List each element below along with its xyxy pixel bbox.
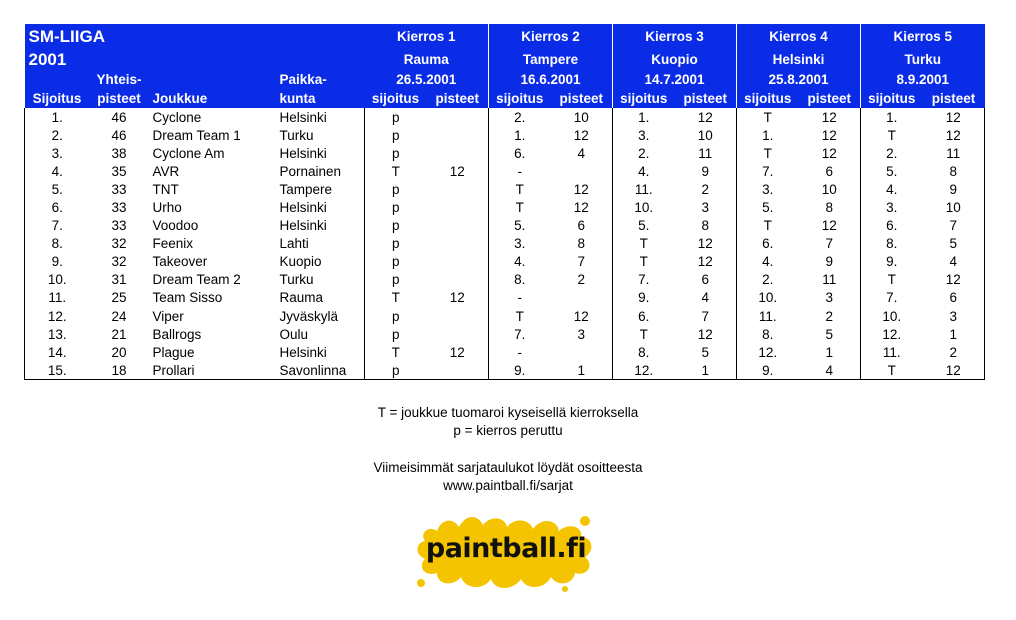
round-1-points-cell (427, 253, 489, 271)
round-1-rank-header: sijoitus (365, 90, 427, 108)
round-3-place: Kuopio (613, 50, 737, 70)
round-2-rank-cell: 8. (514, 272, 526, 288)
city-cell: Pornainen (276, 162, 365, 180)
round-1-rank-cell: p (391, 272, 400, 288)
table-row (25, 253, 985, 271)
total-points-cell: 33 (111, 218, 127, 234)
round-5-name: Kierros 5 (861, 24, 985, 50)
city-cell: Helsinki (276, 108, 365, 126)
round-3-rank-cell: 2. (638, 145, 650, 161)
round-3-rank-cell: T (639, 254, 648, 270)
total-points-cell: 21 (111, 326, 127, 342)
round-4-rank-cell: 1. (762, 127, 774, 143)
round-3-points-cell: 12 (675, 235, 737, 253)
team-header: Joukkue (149, 90, 276, 108)
round-5-rank-header: sijoitus (861, 90, 923, 108)
round-1-rank-cell: p (365, 361, 427, 380)
round-4-rank-cell: T (763, 218, 772, 234)
round-4-points-cell: 10 (799, 180, 861, 198)
total-header-bottom: pisteet (90, 90, 149, 108)
round-3-rank-cell: 5. (638, 218, 650, 234)
round-1-points-cell (427, 108, 489, 126)
round-4-points-cell: 4 (799, 361, 861, 380)
round-4-points-cell: 3 (799, 289, 861, 307)
round-1-rank-cell: p (391, 109, 400, 125)
rank-cell: 5. (25, 180, 90, 198)
round-1-points-cell (427, 271, 489, 289)
round-2-points-cell: 12 (551, 307, 613, 325)
table-row (25, 217, 985, 235)
round-5-rank-cell: 2. (886, 145, 898, 161)
table-row (25, 144, 985, 162)
round-5-points-cell: 7 (923, 217, 985, 235)
team-cell: Team Sisso (152, 290, 223, 306)
total-points-cell: 32 (111, 236, 127, 252)
round-2-points-header: pisteet (551, 90, 613, 108)
round-1-name: Kierros 1 (365, 24, 489, 50)
city-cell: Helsinki (276, 343, 365, 361)
total-points-cell: 33 (111, 181, 127, 197)
round-4-points-cell: 5 (799, 325, 861, 343)
round-2-points-cell: 1 (551, 361, 613, 380)
round-2-rank-cell: T (515, 308, 524, 324)
rank-cell: 12. (25, 307, 90, 325)
round-4-rank-cell: 8. (762, 326, 774, 342)
round-2-points-cell: 12 (551, 180, 613, 198)
round-3-rank-cell: 3. (638, 127, 650, 143)
round-5-points-cell: 12 (923, 271, 985, 289)
table-row (25, 343, 985, 361)
city-cell: Turku (276, 126, 365, 144)
standings-table (24, 24, 985, 380)
round-1-points-cell (427, 198, 489, 216)
round-3-date: 14.7.2001 (613, 70, 737, 90)
round-4-rank-cell: 10. (758, 290, 778, 306)
round-5-points-cell: 4 (923, 253, 985, 271)
round-1-rank-cell: T (391, 290, 400, 306)
round-5-rank-cell: T (861, 361, 923, 380)
round-2-points-cell: 2 (551, 271, 613, 289)
round-5-rank-cell: 5. (886, 163, 898, 179)
total-points-cell: 25 (111, 290, 127, 306)
round-3-points-cell: 4 (675, 289, 737, 307)
round-2-rank-cell: 7. (514, 326, 526, 342)
round-5-points-cell: 9 (923, 180, 985, 198)
table-row (25, 271, 985, 289)
round-5-points-cell: 2 (923, 343, 985, 361)
round-3-points-cell: 8 (675, 217, 737, 235)
table-row (25, 361, 985, 380)
round-5-rank-cell: 12. (882, 326, 902, 342)
legend-cancelled: p = kierros peruttu (453, 423, 563, 438)
round-5-points-cell: 12 (923, 361, 985, 380)
round-4-rank-cell: 12. (758, 344, 778, 360)
total-points-cell: 46 (111, 109, 127, 125)
round-2-rank-header: sijoitus (489, 90, 551, 108)
round-4-points-cell: 12 (799, 144, 861, 162)
city-cell: Helsinki (276, 198, 365, 216)
round-3-points-cell: 12 (675, 108, 737, 126)
round-1-rank-cell: p (391, 218, 400, 234)
round-1-points-cell (427, 126, 489, 144)
round-3-rank-cell: 10. (634, 200, 654, 216)
total-points-cell: 33 (111, 200, 127, 216)
round-2-rank-cell: - (517, 163, 522, 179)
round-3-rank-cell: T (639, 236, 648, 252)
round-5-points-cell: 12 (923, 108, 985, 126)
round-2-place: Tampere (489, 50, 613, 70)
round-1-points-cell: 12 (427, 343, 489, 361)
round-3-points-cell: 11 (675, 144, 737, 162)
round-2-points-cell: 8 (551, 235, 613, 253)
legend-url: www.paintball.fi/sarjat (443, 478, 573, 493)
round-5-rank-cell: 3. (886, 200, 898, 216)
city-cell: Tampere (276, 180, 365, 198)
table-body (25, 108, 985, 380)
table-row (25, 198, 985, 216)
round-4-points-cell: 6 (799, 162, 861, 180)
logo-text: paintball.fi (425, 533, 587, 564)
round-3-points-cell: 6 (675, 271, 737, 289)
table-row (25, 162, 985, 180)
round-5-rank-cell: 1. (886, 109, 898, 125)
round-3-points-cell: 7 (675, 307, 737, 325)
round-3-rank-cell: 11. (634, 181, 653, 197)
round-5-points-header: pisteet (923, 90, 985, 108)
round-1-rank-cell: p (391, 127, 400, 143)
rank-cell: 7. (25, 217, 90, 235)
league-year: 2001 (25, 50, 365, 70)
rank-cell: 14. (25, 343, 90, 361)
round-2-rank-cell: 5. (514, 218, 526, 234)
round-5-rank-cell: 8. (886, 236, 898, 252)
team-cell: Cyclone Am (152, 145, 225, 161)
round-3-points-header: pisteet (675, 90, 737, 108)
city-cell: Helsinki (276, 217, 365, 235)
city-cell: Turku (276, 271, 365, 289)
round-2-points-cell: 4 (551, 144, 613, 162)
round-3-points-cell: 9 (675, 162, 737, 180)
round-5-rank-cell: 4. (886, 181, 898, 197)
round-1-points-cell: 12 (427, 289, 489, 307)
round-4-rank-cell: 11. (758, 308, 777, 324)
team-cell: Plague (152, 344, 195, 360)
round-1-points-cell (427, 235, 489, 253)
paintball-logo (415, 511, 597, 593)
table-row (25, 325, 985, 343)
city-cell: Savonlinna (276, 361, 365, 380)
round-1-rank-cell: p (391, 326, 400, 342)
total-points-cell: 46 (111, 127, 127, 143)
team-cell: Urho (152, 200, 182, 216)
round-4-points-cell: 7 (799, 235, 861, 253)
rank-cell: 13. (25, 325, 90, 343)
round-4-name: Kierros 4 (737, 24, 861, 50)
round-3-rank-cell: 1. (638, 109, 650, 125)
round-5-points-cell: 6 (923, 289, 985, 307)
round-3-rank-cell: 4. (638, 163, 650, 179)
round-5-rank-cell: 10. (882, 308, 902, 324)
legend-more-info: Viimeisimmät sarjataulukot löydät osoitteesta (373, 460, 643, 475)
round-5-place: Turku (861, 50, 985, 70)
total-header-top: Yhteis- (90, 70, 149, 90)
round-3-points-cell: 5 (675, 343, 737, 361)
round-2-rank-cell: 2. (514, 109, 526, 125)
round-4-rank-cell: 7. (762, 163, 774, 179)
round-5-points-cell: 10 (923, 198, 985, 216)
rank-cell: 10. (25, 271, 90, 289)
team-cell: Voodoo (152, 218, 199, 234)
total-points-cell: 38 (111, 145, 127, 161)
round-4-points-cell: 12 (799, 126, 861, 144)
round-1-rank-cell: p (391, 200, 400, 216)
round-4-rank-header: sijoitus (737, 90, 799, 108)
round-2-rank-cell: T (515, 200, 524, 216)
rank-cell: 15. (25, 361, 90, 380)
rank-cell: 11. (25, 289, 90, 307)
table-row (25, 108, 985, 126)
round-1-rank-cell: p (391, 145, 400, 161)
round-2-points-cell: 6 (551, 217, 613, 235)
city-cell: Oulu (276, 325, 365, 343)
round-1-rank-cell: p (391, 181, 400, 197)
city-cell: Helsinki (276, 144, 365, 162)
round-4-place: Helsinki (737, 50, 861, 70)
round-2-rank-cell: - (517, 344, 522, 360)
round-1-rank-cell: T (391, 344, 400, 360)
total-points-cell: 24 (111, 308, 127, 324)
round-2-points-cell: 10 (551, 108, 613, 126)
total-points-cell: 35 (111, 163, 127, 179)
total-points-cell: 31 (111, 272, 127, 288)
table-header (25, 24, 985, 108)
round-4-rank-cell: T (763, 145, 772, 161)
round-2-points-cell (551, 289, 613, 307)
round-2-rank-cell: 4. (514, 254, 526, 270)
round-4-rank-cell: 2. (762, 272, 774, 288)
round-1-points-cell (427, 180, 489, 198)
legend-judge: T = joukkue tuomaroi kyseisellä kierroksella (377, 405, 639, 420)
round-2-points-cell: 7 (551, 253, 613, 271)
round-1-rank-cell: p (391, 308, 400, 324)
round-4-points-cell: 8 (799, 198, 861, 216)
team-cell: Dream Team 1 (152, 127, 241, 143)
city-cell: Lahti (276, 235, 365, 253)
team-cell: TNT (152, 181, 179, 197)
total-points-cell: 20 (111, 344, 127, 360)
round-3-rank-cell: 9. (638, 290, 650, 306)
round-1-points-cell (427, 144, 489, 162)
round-5-points-cell: 8 (923, 162, 985, 180)
round-5-points-cell: 3 (923, 307, 985, 325)
rank-cell: 4. (25, 162, 90, 180)
rank-cell: 8. (25, 235, 90, 253)
round-1-date: 26.5.2001 (365, 70, 489, 90)
round-2-rank-cell: 9. (489, 361, 551, 380)
round-3-points-cell: 12 (675, 325, 737, 343)
round-5-rank-cell: 7. (886, 290, 898, 306)
rank-cell: 3. (25, 144, 90, 162)
round-5-points-cell: 5 (923, 235, 985, 253)
round-1-points-cell (427, 361, 489, 380)
round-5-rank-cell: 9. (886, 254, 898, 270)
round-4-points-header: pisteet (799, 90, 861, 108)
round-2-points-cell (551, 162, 613, 180)
round-3-rank-cell: T (639, 326, 648, 342)
rank-header: Sijoitus (25, 90, 90, 108)
round-1-points-cell (427, 307, 489, 325)
round-4-points-cell: 12 (799, 108, 861, 126)
team-cell: Feenix (152, 236, 194, 252)
rank-cell: 9. (25, 253, 90, 271)
team-cell: Cyclone (152, 109, 202, 125)
table-row (25, 235, 985, 253)
rank-cell: 1. (25, 108, 90, 126)
round-3-points-cell: 10 (675, 126, 737, 144)
round-2-points-cell: 12 (551, 198, 613, 216)
round-4-rank-cell: T (763, 109, 772, 125)
round-3-rank-cell: 8. (638, 344, 650, 360)
league-title: SM-LIIGA (25, 24, 365, 50)
round-4-rank-cell: 6. (762, 236, 774, 252)
round-2-date: 16.6.2001 (489, 70, 613, 90)
round-1-points-cell (427, 325, 489, 343)
table-row (25, 126, 985, 144)
round-3-rank-cell: 7. (638, 272, 650, 288)
round-3-points-cell: 1 (675, 361, 737, 380)
round-5-rank-cell: 6. (886, 218, 898, 234)
round-4-rank-cell: 4. (762, 254, 774, 270)
round-2-rank-cell: - (517, 290, 522, 306)
round-3-rank-header: sijoitus (613, 90, 675, 108)
team-cell: Dream Team 2 (152, 272, 241, 288)
round-1-rank-cell: T (391, 163, 400, 179)
round-2-name: Kierros 2 (489, 24, 613, 50)
rank-cell: 2. (25, 126, 90, 144)
round-1-place: Rauma (365, 50, 489, 70)
round-3-rank-cell: 6. (638, 308, 650, 324)
round-4-points-cell: 12 (799, 217, 861, 235)
city-cell: Kuopio (276, 253, 365, 271)
round-1-rank-cell: p (391, 236, 400, 252)
round-4-rank-cell: 9. (737, 361, 799, 380)
round-2-rank-cell: 6. (514, 145, 526, 161)
table-row (25, 307, 985, 325)
round-1-points-cell: 12 (427, 162, 489, 180)
round-2-points-cell (551, 343, 613, 361)
round-5-rank-cell: T (887, 272, 896, 288)
rank-cell: 6. (25, 198, 90, 216)
round-3-points-cell: 2 (675, 180, 737, 198)
round-4-date: 25.8.2001 (737, 70, 861, 90)
round-5-points-cell: 12 (923, 126, 985, 144)
round-4-points-cell: 1 (799, 343, 861, 361)
city-cell: Rauma (276, 289, 365, 307)
city-header-bottom: kunta (276, 90, 365, 108)
team-cell: Viper (152, 308, 184, 324)
table-row (25, 180, 985, 198)
round-2-rank-cell: 1. (514, 127, 526, 143)
city-cell: Jyväskylä (276, 307, 365, 325)
total-points-cell: 18 (90, 361, 149, 380)
round-4-rank-cell: 3. (762, 181, 774, 197)
round-3-points-cell: 3 (675, 198, 737, 216)
round-4-points-cell: 11 (799, 271, 861, 289)
round-3-name: Kierros 3 (613, 24, 737, 50)
team-cell: Ballrogs (152, 326, 202, 342)
round-5-points-cell: 11 (923, 144, 985, 162)
round-4-points-cell: 9 (799, 253, 861, 271)
round-1-points-cell (427, 217, 489, 235)
round-5-rank-cell: 11. (882, 344, 901, 360)
total-points-cell: 32 (111, 254, 127, 270)
team-cell: AVR (152, 163, 180, 179)
round-2-points-cell: 3 (551, 325, 613, 343)
round-4-rank-cell: 5. (762, 200, 774, 216)
round-3-rank-cell: 12. (613, 361, 675, 380)
city-header-top: Paikka- (276, 70, 365, 90)
round-5-date: 8.9.2001 (861, 70, 985, 90)
round-2-rank-cell: 3. (514, 236, 526, 252)
round-3-points-cell: 12 (675, 253, 737, 271)
team-cell: Takeover (152, 254, 208, 270)
round-5-rank-cell: T (887, 127, 896, 143)
round-5-points-cell: 1 (923, 325, 985, 343)
round-2-points-cell: 12 (551, 126, 613, 144)
round-1-points-header: pisteet (427, 90, 489, 108)
table-row (25, 289, 985, 307)
round-1-rank-cell: p (391, 254, 400, 270)
team-cell: Prollari (149, 361, 276, 380)
round-4-points-cell: 2 (799, 307, 861, 325)
round-2-rank-cell: T (515, 181, 524, 197)
